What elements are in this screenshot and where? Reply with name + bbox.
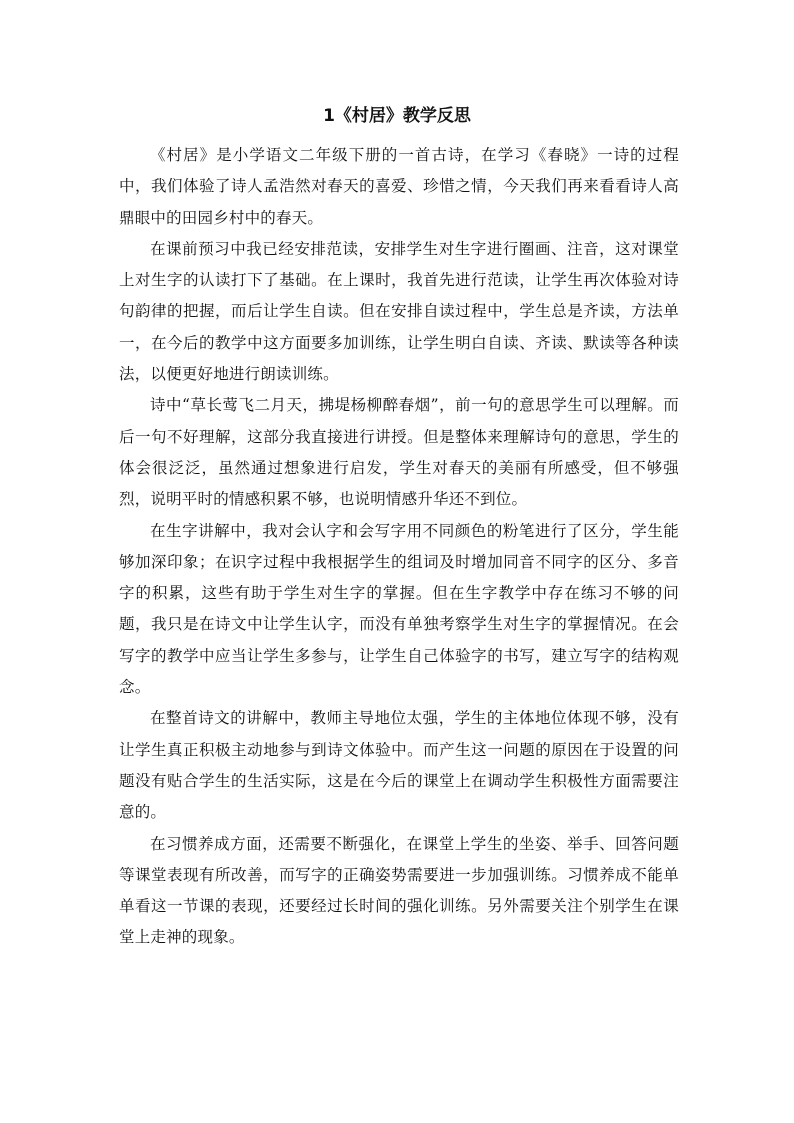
document-title: 1《村居》教学反思 [323, 106, 471, 126]
paragraph-1: 《村居》是小学语文二年级下册的一首古诗，在学习《春晓》一诗的过程中，我们体验了诗人孟浩然对春天的喜爱、珍惜之情，今天我们再来看看诗人高鼎眼中的田园乡村中的春天。 [119, 146, 679, 227]
document-body [119, 140, 679, 954]
paragraph-6: 在习惯养成方面，还需要不断强化，在课堂上学生的坐姿、举手、回答问题等课堂表现有所改善，而写字的正确姿势需要进一步加强训练。习惯养成不能单单看这一节课的表现，还要经过长时间的强化训练。另外需要关注个别学生在课堂上走神的现象。 [119, 834, 679, 947]
paragraph-5: 在整首诗文的讲解中，教师主导地位太强，学生的主体地位体现不够，没有让学生真正积极主动地参与到诗文体验中。而产生这一问题的原因在于设置的问题没有贴合学生的生活实际，这是在今后的课堂上在调动学生积极性方面需要注意的。 [119, 709, 679, 822]
paragraph-2: 在课前预习中我已经安排范读，安排学生对生字进行圈画、注音，这对课堂上对生字的认读打下了基础。在上课时，我首先进行范读，让学生再次体验对诗句韵律的把握，而后让学生自读。但在安排自读过程中，学生总是齐读，方法单一，在今后的教学中这方面要多加训练，让学生明白自读、齐读、默读等各种读法，以便更好地进行朗读训练。 [119, 239, 679, 384]
paragraph-3: 诗中“草长莺飞二月天，拂堤杨柳醉春烟”，前一句的意思学生可以理解。而后一句不好理解，这部分我直接进行讲授。但是整体来理解诗句的意思，学生的体会很泛泛，虽然通过想象进行启发，学生对春天的美丽有所感受，但不够强烈，说明平时的情感积累不够，也说明情感升华还不到位。 [119, 396, 679, 509]
paragraph-4: 在生字讲解中，我对会认字和会写字用不同颜色的粉笔进行了区分，学生能够加深印象；在识字过程中我根据学生的组词及时增加同音不同字的区分、多音字的积累，这些有助于学生对生字的掌握。但在生字教学中存在练习不够的问题，我只是在诗文中让学生认字，而没有单独考察学生对生字的掌握情况。在会写字的教学中应当让学生多参与，让学生自己体验字的书写，建立写字的结构观念。 [119, 521, 679, 697]
